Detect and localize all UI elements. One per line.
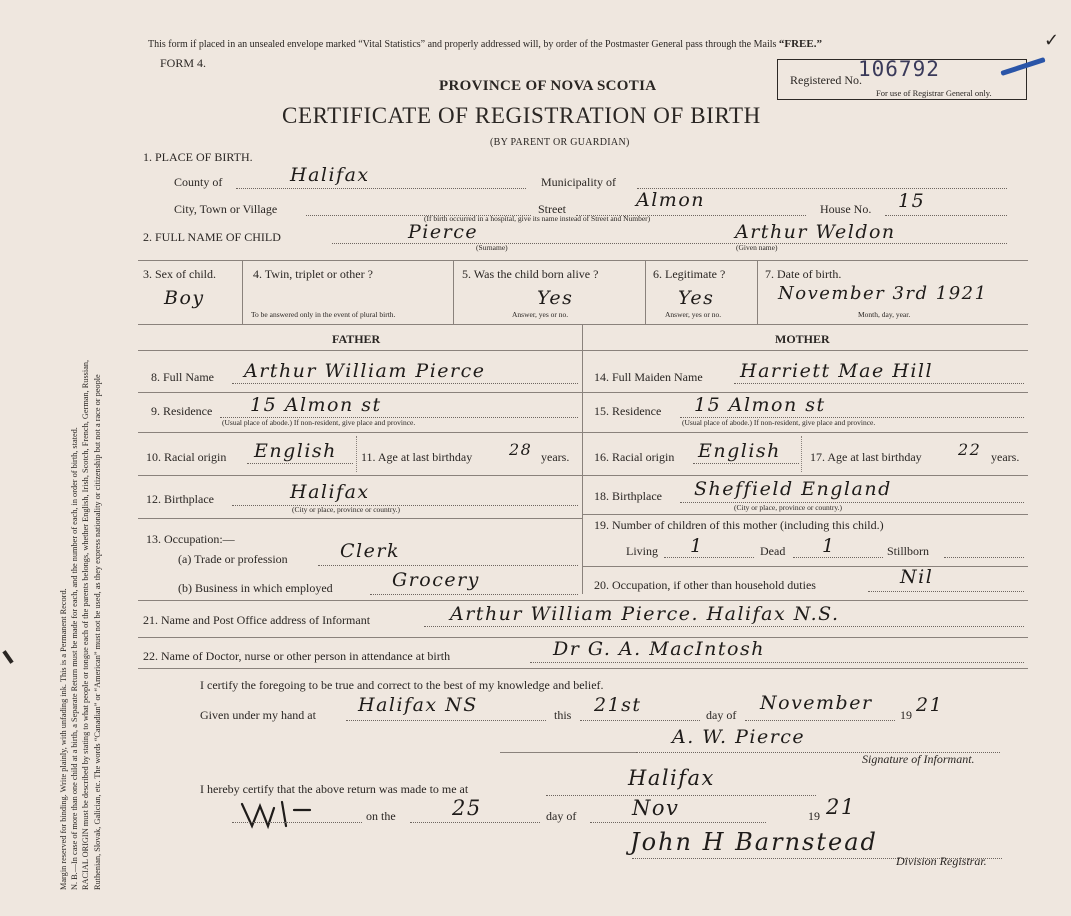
margin-mark [2, 650, 13, 664]
mother-name-line [734, 383, 1024, 384]
registrar-signature: John H Barnstead [630, 828, 878, 856]
row-rule [138, 600, 1028, 601]
signature-rule [500, 752, 636, 753]
mother-age-label: 17. Age at last birthday [810, 450, 922, 464]
father-birthplace-note: (City or place, province or country.) [292, 505, 401, 514]
dead-label: Dead [760, 544, 786, 558]
signature-caption: Signature of Informant. [862, 752, 975, 766]
given-caption: (Given name) [736, 243, 778, 252]
mother-name-label: 14. Full Maiden Name [594, 370, 703, 384]
registered-label: Registered No. [790, 73, 862, 87]
stillborn-label: Stillborn [887, 544, 930, 558]
sex-value: Boy [164, 287, 205, 309]
county-value: Halifax [290, 164, 370, 186]
row-rule [582, 566, 1028, 567]
mail-notice-free: “FREE.” [778, 38, 822, 50]
certify-text: I certify the foregoing to be true and correct to the best of my knowledge and belief. [200, 678, 604, 692]
twin-label: 4. Twin, triplet or other ? [253, 267, 373, 281]
living-label: Living [626, 544, 658, 558]
registrar-certify-text: I hereby certify that the above return was made to me at [200, 782, 469, 796]
row-rule [582, 392, 1028, 393]
day-line [580, 720, 700, 721]
father-residence-label: 9. Residence [151, 404, 213, 418]
surname-caption: (Surname) [476, 243, 508, 252]
house-line [885, 215, 1007, 216]
living-value: 1 [690, 535, 704, 557]
father-birthplace-line [232, 505, 578, 506]
margin-note-line: Ruthenian, Slovak, Galician, etc. The words “Canadian” or “American” must not be used, as they express nationality or citizenship but not a race or people [92, 374, 102, 890]
parents-divider [582, 324, 583, 594]
registrar-place-line [546, 795, 816, 796]
county-label: County of [174, 175, 223, 189]
sex-label: 3. Sex of child. [143, 267, 216, 281]
mother-racial-value: English [698, 440, 781, 462]
mother-birthplace-label: 18. Birthplace [594, 489, 662, 503]
column-rule [801, 436, 802, 472]
on-the-label: on the [366, 809, 396, 823]
mail-notice-text: This form if placed in an unsealed envelope marked “Vital Statistics” and properly addressed will, by order of the Postmaster General pass through the Mails [148, 39, 777, 50]
stillborn-line [944, 557, 1024, 558]
given-place-value: Halifax NS [358, 694, 478, 716]
column-rule [453, 261, 454, 324]
registrar-initials-line [232, 822, 362, 823]
registrar-day-value: 25 [452, 796, 482, 820]
mother-residence-value: 15 Almon st [694, 394, 826, 416]
child-surname-value: Pierce [408, 221, 479, 243]
mother-racial-label: 16. Racial origin [594, 450, 675, 464]
father-racial-label: 10. Racial origin [146, 450, 227, 464]
mother-name-value: Harriett Mae Hill [740, 360, 934, 382]
father-occupation-label: 13. Occupation:— [146, 532, 235, 546]
father-birthplace-label: 12. Birthplace [146, 492, 214, 506]
registrar-year-prefix: 19 [808, 809, 820, 823]
father-racial-line [247, 463, 353, 464]
province-heading: PROVINCE OF NOVA SCOTIA [439, 78, 657, 94]
mother-birthplace-note: (City or place, province or country.) [734, 503, 843, 512]
dob-note: Month, day, year. [858, 310, 911, 319]
registrar-year-value: 21 [826, 795, 856, 819]
registrar-use-note: For use of Registrar General only. [876, 88, 992, 98]
children-count-label: 19. Number of children of this mother (including this child.) [594, 518, 884, 532]
informant-signature: A. W. Pierce [672, 726, 806, 748]
dob-value: November 3rd 1921 [778, 283, 988, 304]
child-given-value: Arthur Weldon [735, 221, 896, 243]
row-rule [138, 432, 582, 433]
father-heading: FATHER [332, 332, 381, 346]
father-business-value: Grocery [392, 569, 480, 591]
row-rule [138, 392, 582, 393]
check-mark-icon: ✓ [1044, 30, 1060, 51]
row-rule [582, 514, 1028, 515]
county-line [236, 188, 526, 189]
street-label: Street [538, 202, 566, 216]
father-trade-line [318, 565, 578, 566]
father-business-label: (b) Business in which employed [178, 581, 333, 595]
row-rule [138, 350, 1028, 351]
alive-value: Yes [537, 287, 574, 309]
child-name-line [332, 243, 1007, 244]
father-business-line [370, 594, 578, 595]
given-place-line [346, 720, 546, 721]
registrar-day-of-label: day of [546, 809, 577, 823]
registrar-caption: Division Registrar. [896, 854, 987, 868]
father-residence-value: 15 Almon st [250, 394, 382, 416]
given-day-value: 21st [594, 694, 642, 716]
house-value: 15 [898, 190, 926, 212]
father-trade-value: Clerk [340, 540, 400, 562]
place-of-birth-label: 1. PLACE OF BIRTH. [143, 150, 253, 164]
margin-note-line: RACIAL ORIGIN must be described by stating to what people or tongue each of the parents belongs, whether English, Irish, Scotch, French, German, Russian, [81, 359, 91, 890]
city-label: City, Town or Village [174, 202, 278, 216]
father-racial-value: English [254, 440, 337, 462]
father-age-unit: years. [541, 450, 570, 464]
alive-label: 5. Was the child born alive ? [462, 267, 599, 281]
mail-notice [148, 38, 822, 50]
margin-notes [58, 20, 103, 890]
margin-note-line: N. B.—In case of more than one child at a birth, a Separate Return must be made for each, and the number of each, in order of birth, stated. [70, 427, 80, 890]
alive-note: Answer, yes or no. [512, 310, 569, 319]
hospital-note: (If birth occurred in a hospital, give its name instead of Street and Number) [424, 214, 651, 223]
dead-line [793, 557, 883, 558]
house-label: House No. [820, 202, 872, 216]
mother-age-unit: years. [991, 450, 1020, 464]
given-label: Given under my hand at [200, 708, 316, 722]
year-prefix: 19 [900, 708, 912, 722]
registrar-month-line [590, 822, 766, 823]
father-age-value: 28 [509, 440, 533, 459]
twin-note: To be answered only in the event of plural birth. [251, 310, 396, 319]
column-rule [356, 436, 357, 472]
row-rule [138, 668, 1028, 669]
form-number: FORM 4. [160, 56, 207, 70]
month-line [745, 720, 895, 721]
legitimate-value: Yes [678, 287, 715, 309]
father-residence-note: (Usual place of abode.) If non-resident, give place and province. [222, 418, 416, 427]
row-rule [582, 475, 1028, 476]
column-rule [645, 261, 646, 324]
registrar-initials-scribble [238, 796, 318, 830]
day-of-label: day of [706, 708, 737, 722]
mother-residence-label: 15. Residence [594, 404, 662, 418]
registrar-day-line [410, 822, 540, 823]
municipality-label: Municipality of [541, 175, 616, 189]
mother-age-value: 22 [958, 440, 982, 459]
column-rule [757, 261, 758, 324]
row-rule [582, 432, 1028, 433]
registrar-month-value: Nov [632, 796, 680, 820]
dead-value: 1 [822, 535, 836, 557]
street-value: Almon [636, 189, 705, 211]
row-rule [138, 475, 582, 476]
page-subtitle: (BY PARENT OR GUARDIAN) [490, 137, 630, 148]
row-rule [138, 324, 1028, 325]
father-name-value: Arthur William Pierce [244, 360, 486, 382]
mother-heading: MOTHER [775, 332, 830, 346]
doctor-label: 22. Name of Doctor, nurse or other person in attendance at birth [143, 649, 451, 663]
father-name-label: 8. Full Name [151, 370, 214, 384]
given-month-value: November [760, 692, 873, 714]
living-line [664, 557, 754, 558]
column-rule [242, 261, 243, 324]
row-rule [138, 518, 582, 519]
informant-label: 21. Name and Post Office address of Informant [143, 613, 371, 627]
given-year-value: 21 [916, 694, 944, 716]
father-name-line [232, 383, 578, 384]
father-trade-label: (a) Trade or profession [178, 552, 288, 566]
mother-occupation-value: Nil [900, 566, 934, 588]
row-rule [138, 260, 1028, 261]
mother-residence-note: (Usual place of abode.) If non-resident, give place and province. [682, 418, 876, 427]
mother-birthplace-line [680, 502, 1024, 503]
legitimate-note: Answer, yes or no. [665, 310, 722, 319]
margin-note-line: Margin reserved for binding. Write plainly, with unfading ink. This is a Permanent Record. [59, 588, 68, 890]
mother-occupation-label: 20. Occupation, if other than household duties [594, 578, 816, 592]
legitimate-label: 6. Legitimate ? [653, 267, 726, 281]
child-name-label: 2. FULL NAME OF CHILD [143, 230, 281, 244]
registrar-place-value: Halifax [628, 766, 715, 790]
mother-occupation-line [868, 591, 1024, 592]
this-label: this [554, 708, 572, 722]
father-birthplace-value: Halifax [290, 481, 370, 503]
mother-birthplace-value: Sheffield England [694, 478, 892, 500]
dob-label: 7. Date of birth. [765, 267, 842, 281]
informant-line [424, 626, 1024, 627]
registered-value: 106792 [858, 57, 940, 81]
doctor-line [530, 662, 1024, 663]
mother-racial-line [693, 463, 799, 464]
informant-value: Arthur William Pierce. Halifax N.S. [450, 603, 840, 625]
doctor-value: Dr G. A. MacIntosh [553, 638, 765, 660]
page-title: CERTIFICATE OF REGISTRATION OF BIRTH [282, 103, 761, 128]
father-age-label: 11. Age at last birthday [361, 450, 473, 464]
